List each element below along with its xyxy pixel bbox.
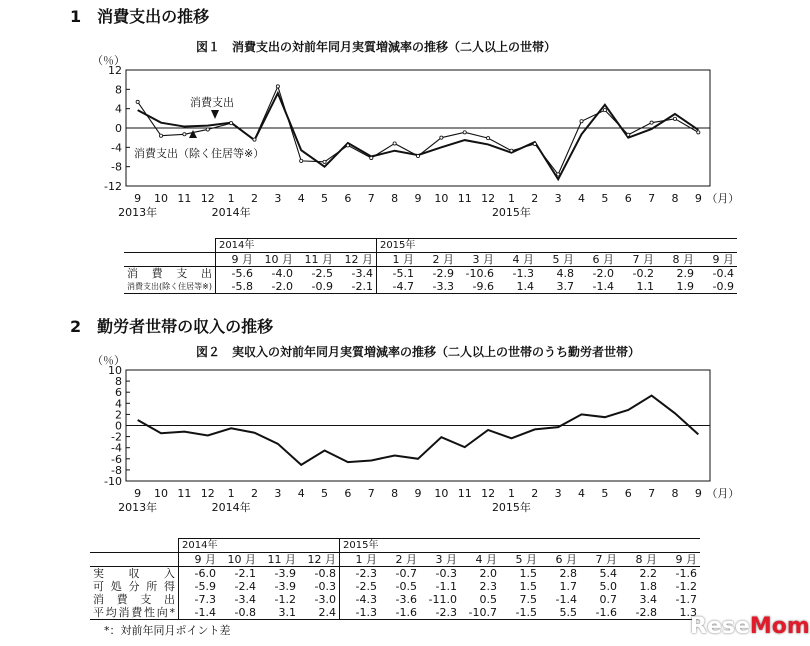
- y-tick-label: -12: [104, 180, 122, 193]
- table-cell: -0.7: [395, 567, 417, 580]
- series-point: [603, 109, 606, 112]
- table-row-label: 消費支出(除く住居等※): [124, 280, 215, 294]
- table-cell: -1.6: [380, 606, 420, 620]
- table-cell: 7.5: [519, 593, 537, 606]
- table-cell: -1.3: [512, 267, 534, 280]
- table-year-header: 2015年: [376, 239, 737, 253]
- table-cell: -5.9: [179, 580, 220, 593]
- x-tick-label: 9: [414, 487, 422, 500]
- x-tick-label: 12: [200, 192, 215, 205]
- footnote: *：対前年同月ポイント差: [104, 624, 231, 637]
- x-tick-label: 8: [671, 487, 679, 500]
- table-cell: -4.3: [340, 593, 381, 606]
- x-tick-label: 10: [154, 487, 169, 500]
- y-tick-label: 0: [115, 419, 122, 433]
- table-cell: 1.8: [639, 580, 657, 593]
- x-tick-label: 8: [391, 192, 399, 205]
- table-cell: 2.2: [639, 567, 657, 580]
- x-unit-label: （月）: [706, 487, 740, 500]
- table-cell: -0.9: [296, 280, 336, 294]
- table-cell: -2.1: [336, 280, 377, 294]
- series-point: [440, 136, 443, 139]
- table-row: [124, 280, 737, 294]
- x-tick-label: 6: [344, 192, 352, 205]
- x-tick-label: 9: [134, 487, 142, 500]
- table-cell: -9.6: [457, 280, 497, 294]
- year-label: 2014年: [211, 501, 251, 514]
- series-point: [580, 120, 583, 123]
- table-cell: 5.0: [599, 580, 617, 593]
- table-cell: -1.3: [340, 606, 381, 620]
- x-tick-label: 7: [648, 487, 656, 500]
- table-cell: -7.3: [179, 593, 220, 606]
- table-cell: -3.9: [274, 580, 296, 593]
- series-point: [650, 121, 653, 124]
- series-point: [346, 144, 349, 147]
- series-point: [159, 134, 162, 137]
- table-cell: 1.3: [660, 606, 700, 620]
- x-tick-label: 5: [601, 192, 609, 205]
- section2-title: 2 勤労者世帯の収入の推移: [70, 317, 274, 336]
- table-cell: -3.9: [274, 567, 296, 580]
- table-month-header: 12 月: [299, 553, 340, 567]
- table-cell: -2.1: [234, 567, 256, 580]
- annotation-label: 消費支出: [190, 96, 234, 109]
- table-cell: 0.5: [479, 593, 497, 606]
- series-point: [673, 117, 676, 120]
- x-tick-label: 4: [297, 192, 305, 205]
- series-point: [416, 154, 419, 157]
- table-month-header: 5 月: [500, 553, 540, 567]
- x-tick-label: 12: [481, 192, 496, 205]
- table-cell: -1.4: [577, 280, 617, 294]
- table-month-header: 4 月: [497, 253, 537, 267]
- y-tick-label: -4: [111, 441, 122, 455]
- table-cell: -1.2: [675, 580, 697, 593]
- series-point: [533, 142, 536, 145]
- y-tick-label: 6: [115, 386, 122, 400]
- table-cell: -1.7: [675, 593, 697, 606]
- table-cell: 2.3: [479, 580, 497, 593]
- table-cell: -0.3: [435, 567, 457, 580]
- annotation-arrow: [189, 130, 197, 138]
- y-tick-label: -4: [111, 141, 122, 155]
- table-month-header: 3 月: [420, 553, 460, 567]
- table-cell: -1.2: [274, 593, 296, 606]
- series-point: [323, 160, 326, 163]
- x-tick-label: 11: [457, 487, 472, 500]
- series-point: [136, 100, 139, 103]
- x-tick-label: 6: [624, 487, 632, 500]
- table-month-header: 11 月: [259, 553, 299, 567]
- x-unit-label: （月）: [706, 192, 740, 205]
- table-cell: -3.0: [314, 593, 336, 606]
- series-point: [276, 85, 279, 88]
- year-label: 2013年: [118, 206, 158, 219]
- table-month-header: 2 月: [380, 553, 420, 567]
- y-tick-label: -8: [111, 160, 122, 174]
- x-tick-label: 11: [177, 487, 192, 500]
- table-cell: 1.9: [657, 280, 697, 294]
- table-cell: 2.4: [299, 606, 340, 620]
- year-label: 2013年: [118, 501, 158, 514]
- table-cell: -0.4: [712, 267, 734, 280]
- x-tick-label: 6: [344, 487, 352, 500]
- table-cell: -4.7: [376, 280, 417, 294]
- table-year-header: 2015年: [340, 539, 701, 553]
- table-cell: -1.1: [435, 580, 457, 593]
- table2: [90, 538, 700, 620]
- x-tick-label: 5: [321, 487, 329, 500]
- table-month-header: 6 月: [540, 553, 580, 567]
- table-month-header: 4 月: [460, 553, 500, 567]
- table-cell: -2.3: [340, 567, 381, 581]
- table-cell: -2.4: [234, 580, 256, 593]
- table-cell: -3.4: [234, 593, 256, 606]
- table-cell: -3.6: [395, 593, 417, 606]
- series-point: [627, 133, 630, 136]
- table-cell: -0.8: [314, 567, 336, 580]
- table-cell: -1.4: [179, 606, 220, 620]
- x-tick-label: 4: [578, 487, 586, 500]
- y-tick-label: 2: [115, 408, 122, 422]
- table-cell: -0.5: [395, 580, 417, 593]
- table-row-label: 消 費 支 出: [127, 267, 212, 280]
- x-tick-label: 11: [457, 192, 472, 205]
- x-tick-label: 7: [648, 192, 656, 205]
- table-row-label: 実 収 入: [93, 567, 175, 580]
- table-year-header: 2014年: [179, 539, 340, 553]
- table-month-header: 10 月: [256, 253, 296, 267]
- table-month-header: 10 月: [219, 553, 259, 567]
- table-month-header: 1 月: [340, 553, 381, 567]
- table-cell: -2.5: [340, 580, 381, 593]
- chart2-title: 図２ 実収入の対前年同月実質増減率の推移（二人以上の世帯のうち勤労者世帯）: [196, 345, 641, 359]
- x-tick-label: 9: [694, 192, 702, 205]
- table-month-header: 9 月: [697, 253, 737, 267]
- table-cell: -2.3: [420, 606, 460, 620]
- chart1-title: 図１ 消費支出の対前年同月実質増減率の推移（二人以上の世帯）: [196, 40, 557, 54]
- x-tick-label: 3: [274, 192, 282, 205]
- y-tick-label: 4: [115, 102, 122, 116]
- table-cell: 2.9: [676, 267, 694, 280]
- table-month-header: 1 月: [376, 253, 417, 267]
- series-point: [486, 137, 489, 140]
- x-tick-label: 1: [227, 192, 235, 205]
- table-year-header: 2014年: [215, 239, 376, 253]
- table-month-header: 5 月: [537, 253, 577, 267]
- table-cell: -2.9: [432, 267, 454, 280]
- table-month-header: 8 月: [620, 553, 660, 567]
- table-cell: 2.0: [479, 567, 497, 580]
- table-cell: 4.8: [556, 267, 574, 280]
- series-point: [183, 133, 186, 136]
- y-tick-label: 10: [108, 364, 122, 377]
- series-point: [510, 149, 513, 152]
- x-tick-label: 3: [274, 487, 282, 500]
- x-tick-label: 12: [200, 487, 215, 500]
- x-tick-label: 3: [554, 487, 562, 500]
- table-cell: 5.5: [540, 606, 580, 620]
- table-cell: 3.1: [259, 606, 299, 620]
- table-cell: 2.8: [559, 567, 577, 580]
- table-month-header: 9 月: [215, 253, 256, 267]
- x-tick-label: 6: [624, 192, 632, 205]
- table-row: [90, 593, 700, 606]
- x-tick-label: 4: [297, 487, 305, 500]
- table-cell: -5.6: [215, 267, 256, 281]
- y-tick-label: 8: [115, 375, 122, 389]
- y-axis-label: （％）: [92, 354, 125, 367]
- x-tick-label: 5: [601, 487, 609, 500]
- table-cell: -5.8: [215, 280, 256, 294]
- table-cell: -10.6: [465, 267, 494, 280]
- y-tick-label: 0: [115, 122, 122, 135]
- y-tick-label: 12: [108, 64, 122, 77]
- table-cell: -0.9: [697, 280, 737, 294]
- table-corner: [90, 553, 179, 567]
- table-cell: 1.1: [617, 280, 657, 294]
- table-cell: -5.1: [376, 267, 417, 281]
- year-label: 2015年: [491, 206, 531, 219]
- table-cell: -4.0: [271, 267, 293, 280]
- table-row-label: 可 処 分 所 得: [93, 580, 175, 593]
- table-cell: 3.7: [537, 280, 577, 294]
- table-cell: -2.0: [592, 267, 614, 280]
- x-tick-label: 9: [694, 487, 702, 500]
- table1: [124, 238, 737, 294]
- table-row-label: 平均消費性向*: [90, 606, 179, 620]
- x-tick-label: 2: [531, 487, 539, 500]
- table-corner: [124, 239, 215, 253]
- table-cell: -1.5: [500, 606, 540, 620]
- series-point: [206, 128, 209, 131]
- y-tick-label: -2: [111, 430, 122, 444]
- year-label: 2015年: [491, 501, 531, 514]
- table-cell: 1.4: [497, 280, 537, 294]
- y-axis-label: （％）: [92, 54, 125, 67]
- series-point: [370, 156, 373, 159]
- table-month-header: 7 月: [617, 253, 657, 267]
- table-row-label: 消 費 支 出: [93, 593, 175, 606]
- x-tick-label: 9: [414, 192, 422, 205]
- table-cell: -1.6: [675, 567, 697, 580]
- chart2: [0, 348, 800, 530]
- table-month-header: 9 月: [660, 553, 700, 567]
- table-row: [90, 606, 700, 620]
- series-point: [557, 173, 560, 176]
- table-cell: 1.5: [519, 580, 537, 593]
- table-cell: -3.4: [351, 267, 373, 280]
- table-cell: -1.6: [580, 606, 620, 620]
- table-row: [90, 580, 700, 593]
- chart1: [0, 48, 800, 230]
- x-tick-label: 2: [250, 487, 258, 500]
- series-point: [697, 131, 700, 134]
- x-tick-label: 1: [507, 192, 515, 205]
- x-tick-label: 8: [671, 192, 679, 205]
- table-month-header: 11 月: [296, 253, 336, 267]
- table-month-header: 2 月: [417, 253, 457, 267]
- y-tick-label: -10: [104, 475, 122, 488]
- table-month-header: 7 月: [580, 553, 620, 567]
- table-cell: -3.3: [417, 280, 457, 294]
- x-tick-label: 10: [434, 487, 449, 500]
- x-tick-label: 1: [507, 487, 515, 500]
- x-tick-label: 7: [367, 192, 375, 205]
- x-tick-label: 9: [134, 192, 142, 205]
- x-tick-label: 10: [154, 192, 169, 205]
- table-cell: 1.5: [519, 567, 537, 580]
- section1-title: 1 消費支出の推移: [70, 7, 210, 26]
- table-cell: -6.0: [179, 567, 220, 581]
- x-tick-label: 5: [321, 192, 329, 205]
- x-tick-label: 8: [391, 487, 399, 500]
- series-line: [138, 396, 699, 465]
- x-tick-label: 1: [227, 487, 235, 500]
- x-tick-label: 2: [250, 192, 258, 205]
- series-point: [393, 142, 396, 145]
- table-cell: -2.8: [620, 606, 660, 620]
- x-tick-label: 12: [481, 487, 496, 500]
- y-tick-label: 8: [115, 83, 122, 97]
- table-corner: [124, 253, 215, 267]
- table-month-header: 8 月: [657, 253, 697, 267]
- series-point: [300, 159, 303, 162]
- table-cell: 5.4: [599, 567, 617, 580]
- table-month-header: 9 月: [179, 553, 220, 567]
- x-tick-label: 7: [367, 487, 375, 500]
- year-label: 2014年: [211, 206, 251, 219]
- table-cell: -10.7: [460, 606, 500, 620]
- x-tick-label: 2: [531, 192, 539, 205]
- series-point: [253, 138, 256, 141]
- table-cell: 3.4: [639, 593, 657, 606]
- table-cell: -2.0: [256, 280, 296, 294]
- series-point: [463, 131, 466, 134]
- x-tick-label: 11: [177, 192, 192, 205]
- y-tick-label: 4: [115, 397, 122, 411]
- table-month-header: 6 月: [577, 253, 617, 267]
- annotation-label: 消費支出（除く住居等※）: [134, 147, 265, 160]
- resemom-logo: ReseMom: [690, 614, 810, 639]
- table-cell: -2.5: [311, 267, 333, 280]
- table-cell: -1.4: [555, 593, 577, 606]
- table-cell: 0.7: [599, 593, 617, 606]
- table-row: [90, 567, 700, 581]
- table-month-header: 3 月: [457, 253, 497, 267]
- x-tick-label: 4: [578, 192, 586, 205]
- annotation-arrow: [211, 110, 219, 119]
- table-month-header: 12 月: [336, 253, 377, 267]
- table-corner: [90, 539, 179, 553]
- table-cell: -11.0: [428, 593, 457, 606]
- y-tick-label: -6: [111, 452, 122, 466]
- x-tick-label: 10: [434, 192, 449, 205]
- table-row: [124, 267, 737, 281]
- y-tick-label: -8: [111, 463, 122, 477]
- table-cell: 1.7: [559, 580, 577, 593]
- series-point: [230, 122, 233, 125]
- table-cell: -0.3: [314, 580, 336, 593]
- table-cell: -0.8: [219, 606, 259, 620]
- table-cell: -0.2: [632, 267, 654, 280]
- x-tick-label: 3: [554, 192, 562, 205]
